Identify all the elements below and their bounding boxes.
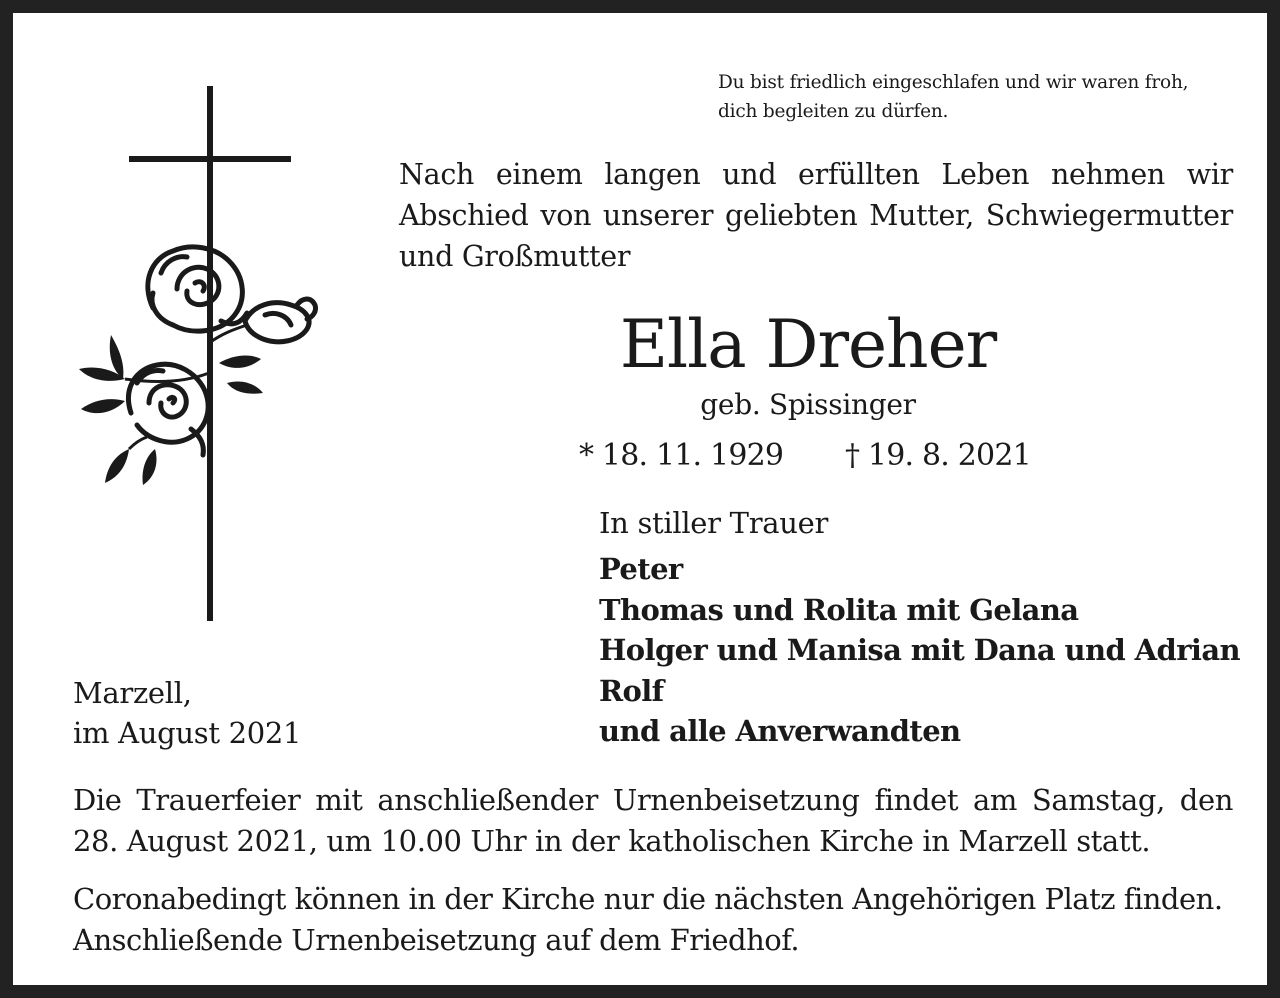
mourner-name: Rolf	[599, 673, 664, 708]
maiden-name: geb. Spissinger	[700, 388, 916, 421]
mourner-name: Thomas und Rolita mit Gelana	[599, 592, 1079, 627]
birth-date: * 18. 11. 1929	[579, 438, 784, 473]
mourning-phrase: In stiller Trauer	[599, 506, 829, 540]
mourner-name: und alle Anverwandten	[599, 714, 961, 749]
cross-icon	[129, 86, 291, 621]
mourner-name: Peter	[599, 552, 683, 586]
mourner-name: Holger und Manisa mit Dana und Adrian	[599, 633, 1241, 668]
ceremony-paragraph: Die Trauerfeier mit anschließender Urnenbeisetzung findet am Samstag, den 28. August 2021, um 10.00 Uhr in der katholischen Kirche in Marzell statt.	[73, 783, 1233, 858]
place-city: Marzell,	[73, 676, 192, 710]
intro-paragraph: Nach einem langen und erfüllten Leben nehmen wir Abschied von unserer geliebten Mutter, Schwiegermutter und Großmutter	[399, 158, 1233, 273]
corona-line-2: Anschließende Urnenbeisetzung auf dem Friedhof.	[73, 923, 800, 957]
place-date: im August 2021	[73, 716, 302, 750]
motto-line-2: dich begleiten zu dürfen.	[718, 101, 949, 122]
cross-with-roses-illustration	[73, 83, 333, 628]
corona-note	[73, 879, 1243, 961]
leaf-icon	[79, 335, 263, 485]
motto-quote	[718, 68, 1238, 126]
corona-line-1: Coronabedingt können in der Kirche nur die nächsten Angehörigen Platz finden.	[73, 882, 1223, 916]
rose-icon	[129, 247, 316, 455]
death-date: † 19. 8. 2021	[845, 438, 1031, 473]
place-and-date	[73, 673, 301, 753]
motto-line-1: Du bist friedlich eingeschlafen und wir waren froh,	[718, 72, 1189, 93]
deceased-name: Ella Dreher	[619, 306, 997, 383]
mourners-list	[599, 549, 1259, 752]
